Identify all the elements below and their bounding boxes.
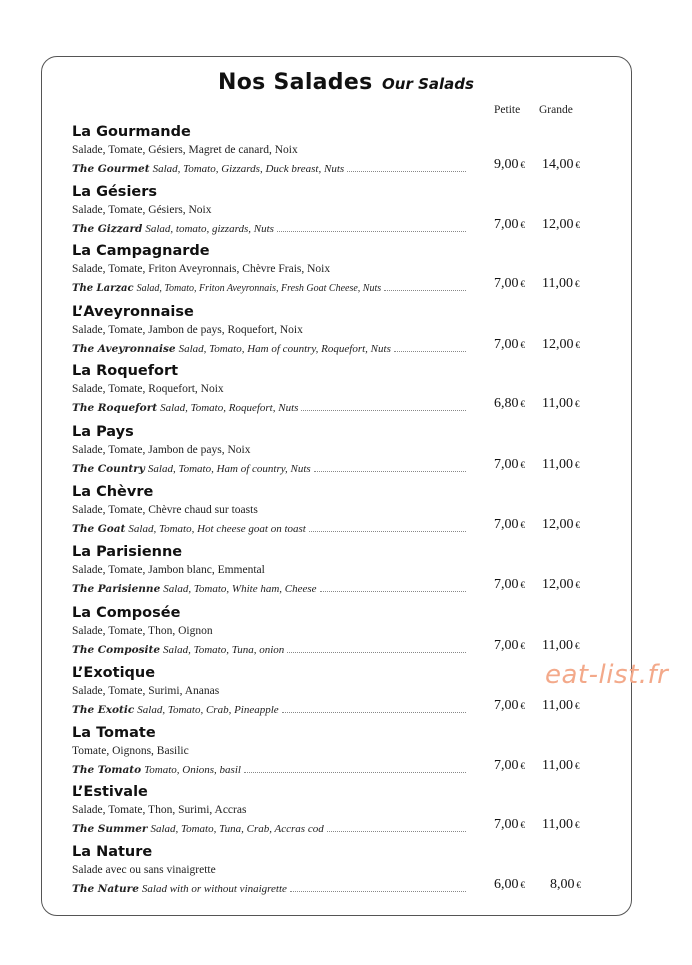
price-petite: 7,00 € bbox=[494, 698, 525, 713]
price-grande: 8,00 € bbox=[550, 877, 581, 892]
price-petite: 9,00 € bbox=[494, 157, 525, 172]
title-english: Our Salads bbox=[382, 75, 474, 93]
menu-item bbox=[72, 544, 602, 604]
price-petite: 6,00 € bbox=[494, 877, 525, 892]
menu-item bbox=[72, 844, 602, 904]
price-grande: 11,00 € bbox=[542, 698, 580, 713]
item-desc-en: Salad with or without vinaigrette bbox=[141, 883, 287, 895]
item-name: La Pays bbox=[72, 424, 134, 440]
dot-leader bbox=[244, 772, 466, 773]
item-desc-en: Salad, Tomato, Tuna, Crab, Accras cod bbox=[150, 823, 324, 835]
item-description-en bbox=[72, 762, 466, 776]
menu-item bbox=[72, 124, 602, 184]
price-grande: 12,00 € bbox=[542, 577, 580, 592]
item-name: La Tomate bbox=[72, 725, 156, 741]
dot-leader bbox=[287, 652, 466, 653]
item-description-fr: Salade, Tomate, Gésiers, Noix bbox=[72, 204, 212, 216]
item-description-fr: Salade, Tomate, Friton Aveyronnais, Chèvre Frais, Noix bbox=[72, 263, 331, 275]
column-header-petite: Petite bbox=[494, 104, 521, 116]
price-petite: 6,80 € bbox=[494, 396, 525, 411]
price-grande: 14,00 € bbox=[542, 157, 580, 172]
item-description-fr: Salade avec ou sans vinaigrette bbox=[72, 864, 216, 876]
price-petite: 7,00 € bbox=[494, 276, 525, 291]
title-french: Nos Salades bbox=[218, 70, 373, 95]
item-description-en bbox=[72, 341, 466, 355]
item-name: L’Exotique bbox=[72, 665, 156, 681]
dot-leader bbox=[277, 231, 466, 232]
menu-item bbox=[72, 665, 602, 725]
item-name: La Gourmande bbox=[72, 124, 191, 140]
price-grande: 12,00 € bbox=[542, 517, 580, 532]
item-name-en: The Country bbox=[72, 463, 145, 475]
item-description-fr: Salade, Tomate, Thon, Surimi, Accras bbox=[72, 804, 247, 816]
item-desc-en: Tomato, Onions, basil bbox=[144, 764, 241, 776]
dot-leader bbox=[347, 171, 466, 172]
price-petite: 7,00 € bbox=[494, 517, 525, 532]
item-name: La Chèvre bbox=[72, 484, 154, 500]
price-grande: 11,00 € bbox=[542, 396, 580, 411]
dot-leader bbox=[301, 410, 466, 411]
menu-item bbox=[72, 605, 602, 665]
dot-leader bbox=[314, 471, 466, 472]
item-name-en: The Composite bbox=[72, 644, 161, 656]
item-description-en bbox=[72, 881, 466, 895]
item-name-en: The Tomato bbox=[72, 764, 142, 776]
item-name-en: The Goat bbox=[72, 523, 126, 535]
price-petite: 7,00 € bbox=[494, 217, 525, 232]
price-grande: 11,00 € bbox=[542, 276, 580, 291]
item-description-fr: Tomate, Oignons, Basilic bbox=[72, 745, 189, 757]
dot-leader bbox=[282, 712, 466, 713]
item-description-en bbox=[72, 161, 466, 175]
menu-item bbox=[72, 304, 602, 364]
price-grande: 12,00 € bbox=[542, 337, 580, 352]
item-desc-en: Salad, Tomato, Hot cheese goat on toast bbox=[128, 523, 306, 535]
price-petite: 7,00 € bbox=[494, 577, 525, 592]
item-description-fr: Salade, Tomate, Thon, Oignon bbox=[72, 625, 213, 637]
item-name-en: The Summer bbox=[72, 823, 148, 835]
item-name-en: The Nature bbox=[72, 883, 139, 895]
item-name: La Nature bbox=[72, 844, 153, 860]
item-description-fr: Salade, Tomate, Gésiers, Magret de canard, Noix bbox=[72, 144, 298, 156]
menu-item bbox=[72, 424, 602, 484]
item-name-en: The Larzac bbox=[72, 283, 134, 294]
item-description-en bbox=[72, 642, 466, 656]
item-name-en: The Parisienne bbox=[72, 583, 161, 595]
item-name-en: The Gizzard bbox=[72, 223, 143, 235]
item-description-fr: Salade, Tomate, Jambon de pays, Noix bbox=[72, 444, 251, 456]
item-description-en bbox=[72, 400, 466, 414]
item-desc-en: Salad, tomato, gizzards, Nuts bbox=[145, 223, 274, 235]
item-description-en bbox=[72, 521, 466, 535]
price-grande: 11,00 € bbox=[542, 817, 580, 832]
item-description-fr: Salade, Tomate, Jambon de pays, Roquefort, Noix bbox=[72, 324, 303, 336]
item-description-en bbox=[72, 821, 466, 835]
item-name: La Composée bbox=[72, 605, 181, 621]
page-title bbox=[0, 70, 692, 95]
dot-leader bbox=[309, 531, 466, 532]
menu-item bbox=[72, 363, 602, 423]
price-petite: 7,00 € bbox=[494, 638, 525, 653]
item-name-en: The Exotic bbox=[72, 704, 135, 716]
dot-leader bbox=[327, 831, 466, 832]
menu-item bbox=[72, 484, 602, 544]
item-name: La Campagnarde bbox=[72, 243, 210, 259]
dot-leader bbox=[320, 591, 466, 592]
price-grande: 12,00 € bbox=[542, 217, 580, 232]
price-grande: 11,00 € bbox=[542, 758, 580, 773]
item-name-en: The Gourmet bbox=[72, 163, 150, 175]
dot-leader bbox=[384, 290, 466, 291]
item-name: L’Aveyronnaise bbox=[72, 304, 194, 320]
item-description-en bbox=[72, 280, 466, 294]
price-grande: 11,00 € bbox=[542, 457, 580, 472]
menu-item bbox=[72, 784, 602, 844]
menu-item bbox=[72, 243, 602, 303]
dot-leader bbox=[394, 351, 466, 352]
price-petite: 7,00 € bbox=[494, 758, 525, 773]
item-name-en: The Roquefort bbox=[72, 402, 158, 414]
item-desc-en: Salad, Tomato, Roquefort, Nuts bbox=[160, 402, 299, 414]
item-desc-en: Salad, Tomato, Ham of country, Nuts bbox=[147, 463, 311, 475]
dot-leader bbox=[290, 891, 466, 892]
price-petite: 7,00 € bbox=[494, 337, 525, 352]
item-desc-en: Salad, Tomato, Crab, Pineapple bbox=[137, 704, 279, 716]
item-desc-en: Salad, Tomato, Ham of country, Roquefort, Nuts bbox=[178, 343, 391, 355]
item-desc-en: Salad, Tomato, Friton Aveyronnais, Fresh Goat Cheese, Nuts bbox=[136, 283, 382, 294]
price-petite: 7,00 € bbox=[494, 457, 525, 472]
item-name: La Roquefort bbox=[72, 363, 179, 379]
item-name: La Parisienne bbox=[72, 544, 183, 560]
item-desc-en: Salad, Tomato, Tuna, onion bbox=[163, 644, 285, 656]
item-description-en bbox=[72, 461, 466, 475]
column-header-grande: Grande bbox=[539, 104, 573, 116]
watermark: eat-list.fr bbox=[545, 660, 669, 690]
price-grande: 11,00 € bbox=[542, 638, 580, 653]
item-desc-en: Salad, Tomato, Gizzards, Duck breast, Nuts bbox=[152, 163, 345, 175]
item-description-fr: Salade, Tomate, Roquefort, Noix bbox=[72, 383, 224, 395]
item-description-fr: Salade, Tomate, Jambon blanc, Emmental bbox=[72, 564, 265, 576]
item-description-fr: Salade, Tomate, Chèvre chaud sur toasts bbox=[72, 504, 258, 516]
item-description-en bbox=[72, 702, 466, 716]
menu-item bbox=[72, 725, 602, 785]
item-name: La Gésiers bbox=[72, 184, 158, 200]
price-petite: 7,00 € bbox=[494, 817, 525, 832]
item-name-en: The Aveyronnaise bbox=[72, 343, 176, 355]
menu-item bbox=[72, 184, 602, 244]
item-name: L’Estivale bbox=[72, 784, 148, 800]
item-desc-en: Salad, Tomato, White ham, Cheese bbox=[163, 583, 317, 595]
item-description-en bbox=[72, 581, 466, 595]
item-description-fr: Salade, Tomate, Surimi, Ananas bbox=[72, 685, 220, 697]
item-description-en bbox=[72, 221, 466, 235]
